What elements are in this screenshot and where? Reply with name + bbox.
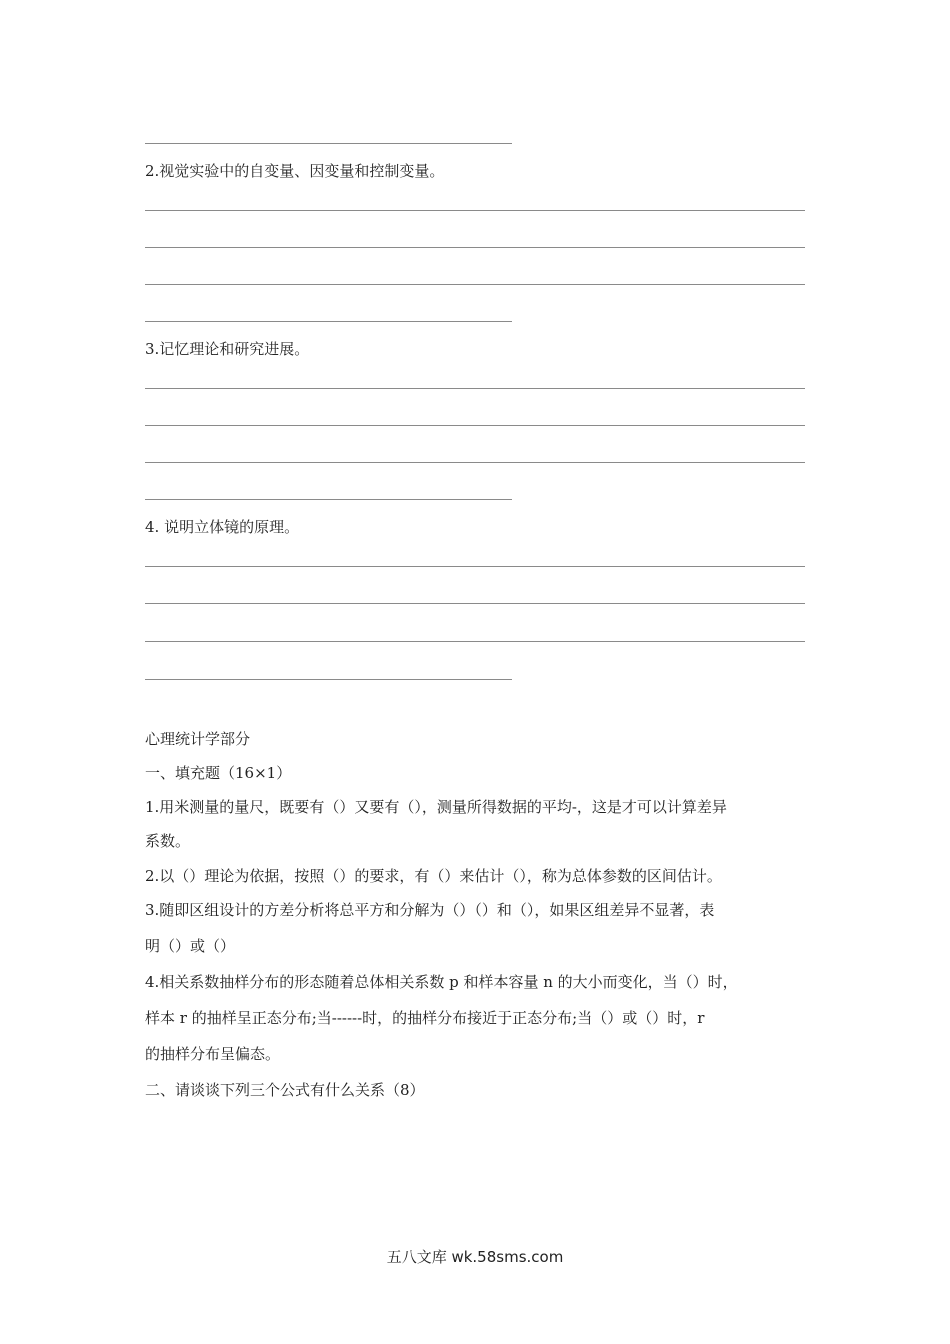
fill-item-2: 2.以（）理论为依据，按照（）的要求，有（）来估计（），称为总体参数的区间估计。 (145, 867, 722, 885)
question-4: 4. 说明立体镜的原理。 (145, 518, 300, 536)
question-3: 3.记忆理论和研究进展。 (145, 340, 310, 358)
fill-item-4-line-2: 样本 r 的抽样呈正态分布;当------时，的抽样分布接近于正态分布;当（）或（）时，r (145, 1009, 705, 1027)
question-2: 2.视觉实验中的自变量、因变量和控制变量。 (145, 162, 445, 180)
answer-line (145, 679, 512, 680)
part-2-title: 二、请谈谈下列三个公式有什么关系（8） (145, 1081, 425, 1099)
answer-line (145, 425, 805, 426)
part-1-title: 一、填充题（16×1） (145, 764, 292, 782)
answer-line (145, 143, 512, 144)
answer-line (145, 247, 805, 248)
fill-item-4-line-3: 的抽样分布呈偏态。 (145, 1045, 281, 1063)
fill-item-3-line-2: 明（）或（） (145, 937, 236, 955)
fill-item-1-line-2: 系数。 (145, 832, 191, 850)
answer-line (145, 321, 512, 322)
section-title: 心理统计学部分 (145, 730, 251, 748)
answer-line (145, 388, 805, 389)
answer-line (145, 284, 805, 285)
fill-item-3-line-1: 3.随即区组设计的方差分析将总平方和分解为（）（）和（），如果区组差异不显著，表 (145, 901, 715, 919)
answer-line (145, 566, 805, 567)
footer-watermark: 五八文库 wk.58sms.com (386, 1248, 564, 1266)
fill-item-1-line-1: 1.用米测量的量尺，既要有（）又要有（），测量所得数据的平均-，这是才可以计算差异 (145, 798, 727, 816)
answer-line (145, 603, 805, 604)
fill-item-4-line-1: 4.相关系数抽样分布的形态随着总体相关系数 p 和样本容量 n 的大小而变化，当（）时， (145, 973, 738, 991)
answer-line (145, 641, 805, 642)
answer-line (145, 499, 512, 500)
answer-line (145, 462, 805, 463)
answer-line (145, 210, 805, 211)
